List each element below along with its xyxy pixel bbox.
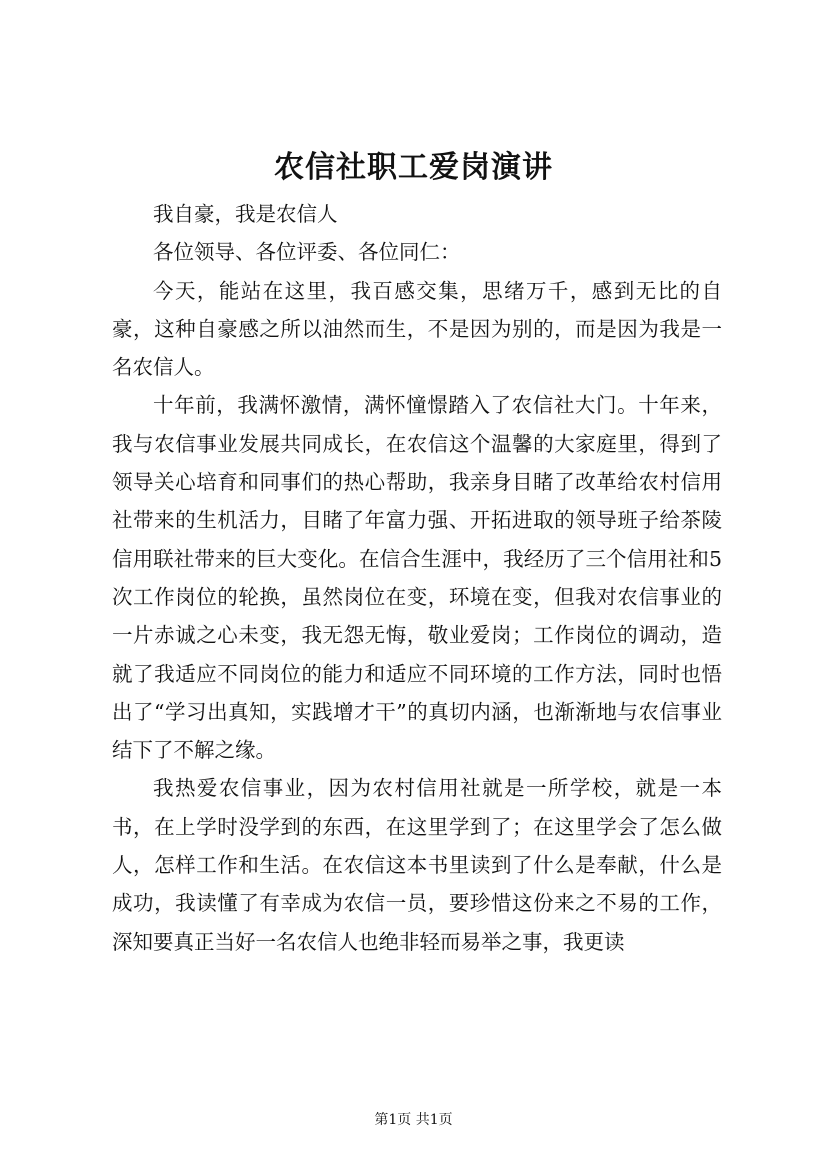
paragraph-opening: 今天，能站在这里，我百感交集，思绪万千，感到无比的自豪，这种自豪感之所以油然而生，不是因为别的，而是因为我是一名农信人。 bbox=[112, 278, 722, 380]
page-footer: 第1页 共1页 bbox=[374, 1112, 453, 1128]
paragraph-salutation: 各位领导、各位评委、各位同仁： bbox=[153, 240, 461, 265]
paragraph-subtitle: 我自豪，我是农信人 bbox=[153, 202, 338, 226]
document-title: 农信社职工爱岗演讲 bbox=[274, 150, 553, 185]
paragraph-love-career: 我热爱农信事业，因为农村信用社就是一所学校，就是一本书，在上学时没学到的东西，在这里学到了；在这里学会了怎么做人，怎样工作和生活。在农信这本书里读到了什么是奉献，什么是成功，我读懂了有幸成为农信一员，要珍惜这份来之不易的工作，深知要真正当好一名农信人也绝非轻而易举之事，我更读 bbox=[112, 776, 722, 954]
paragraph-ten-years: 十年前，我满怀激情，满怀憧憬踏入了农信社大门。十年来，我与农信事业发展共同成长，在农信这个温馨的大家庭里，得到了领导关心培育和同事们的热心帮助，我亲身目睹了改革给农村信用社带来的生机活力，目睹了年富力强、开拓进取的领导班子给茶陵信用联社带来的巨大变化。在信合生涯中，我经历了三个信用社和5次工作岗位的轮换，虽然岗位在变，环境在变，但我对农信事业的一片赤诚之心未变，我无怨无悔，敬业爱岗；工作岗位的调动，造就了我适应不同岗位的能力和适应不同环境的工作方法，同时也悟出了“学习出真知，实践增才干”的真切内涵，也渐渐地与农信事业结下了不解之缘。 bbox=[112, 393, 722, 763]
document-body bbox=[112, 195, 722, 961]
